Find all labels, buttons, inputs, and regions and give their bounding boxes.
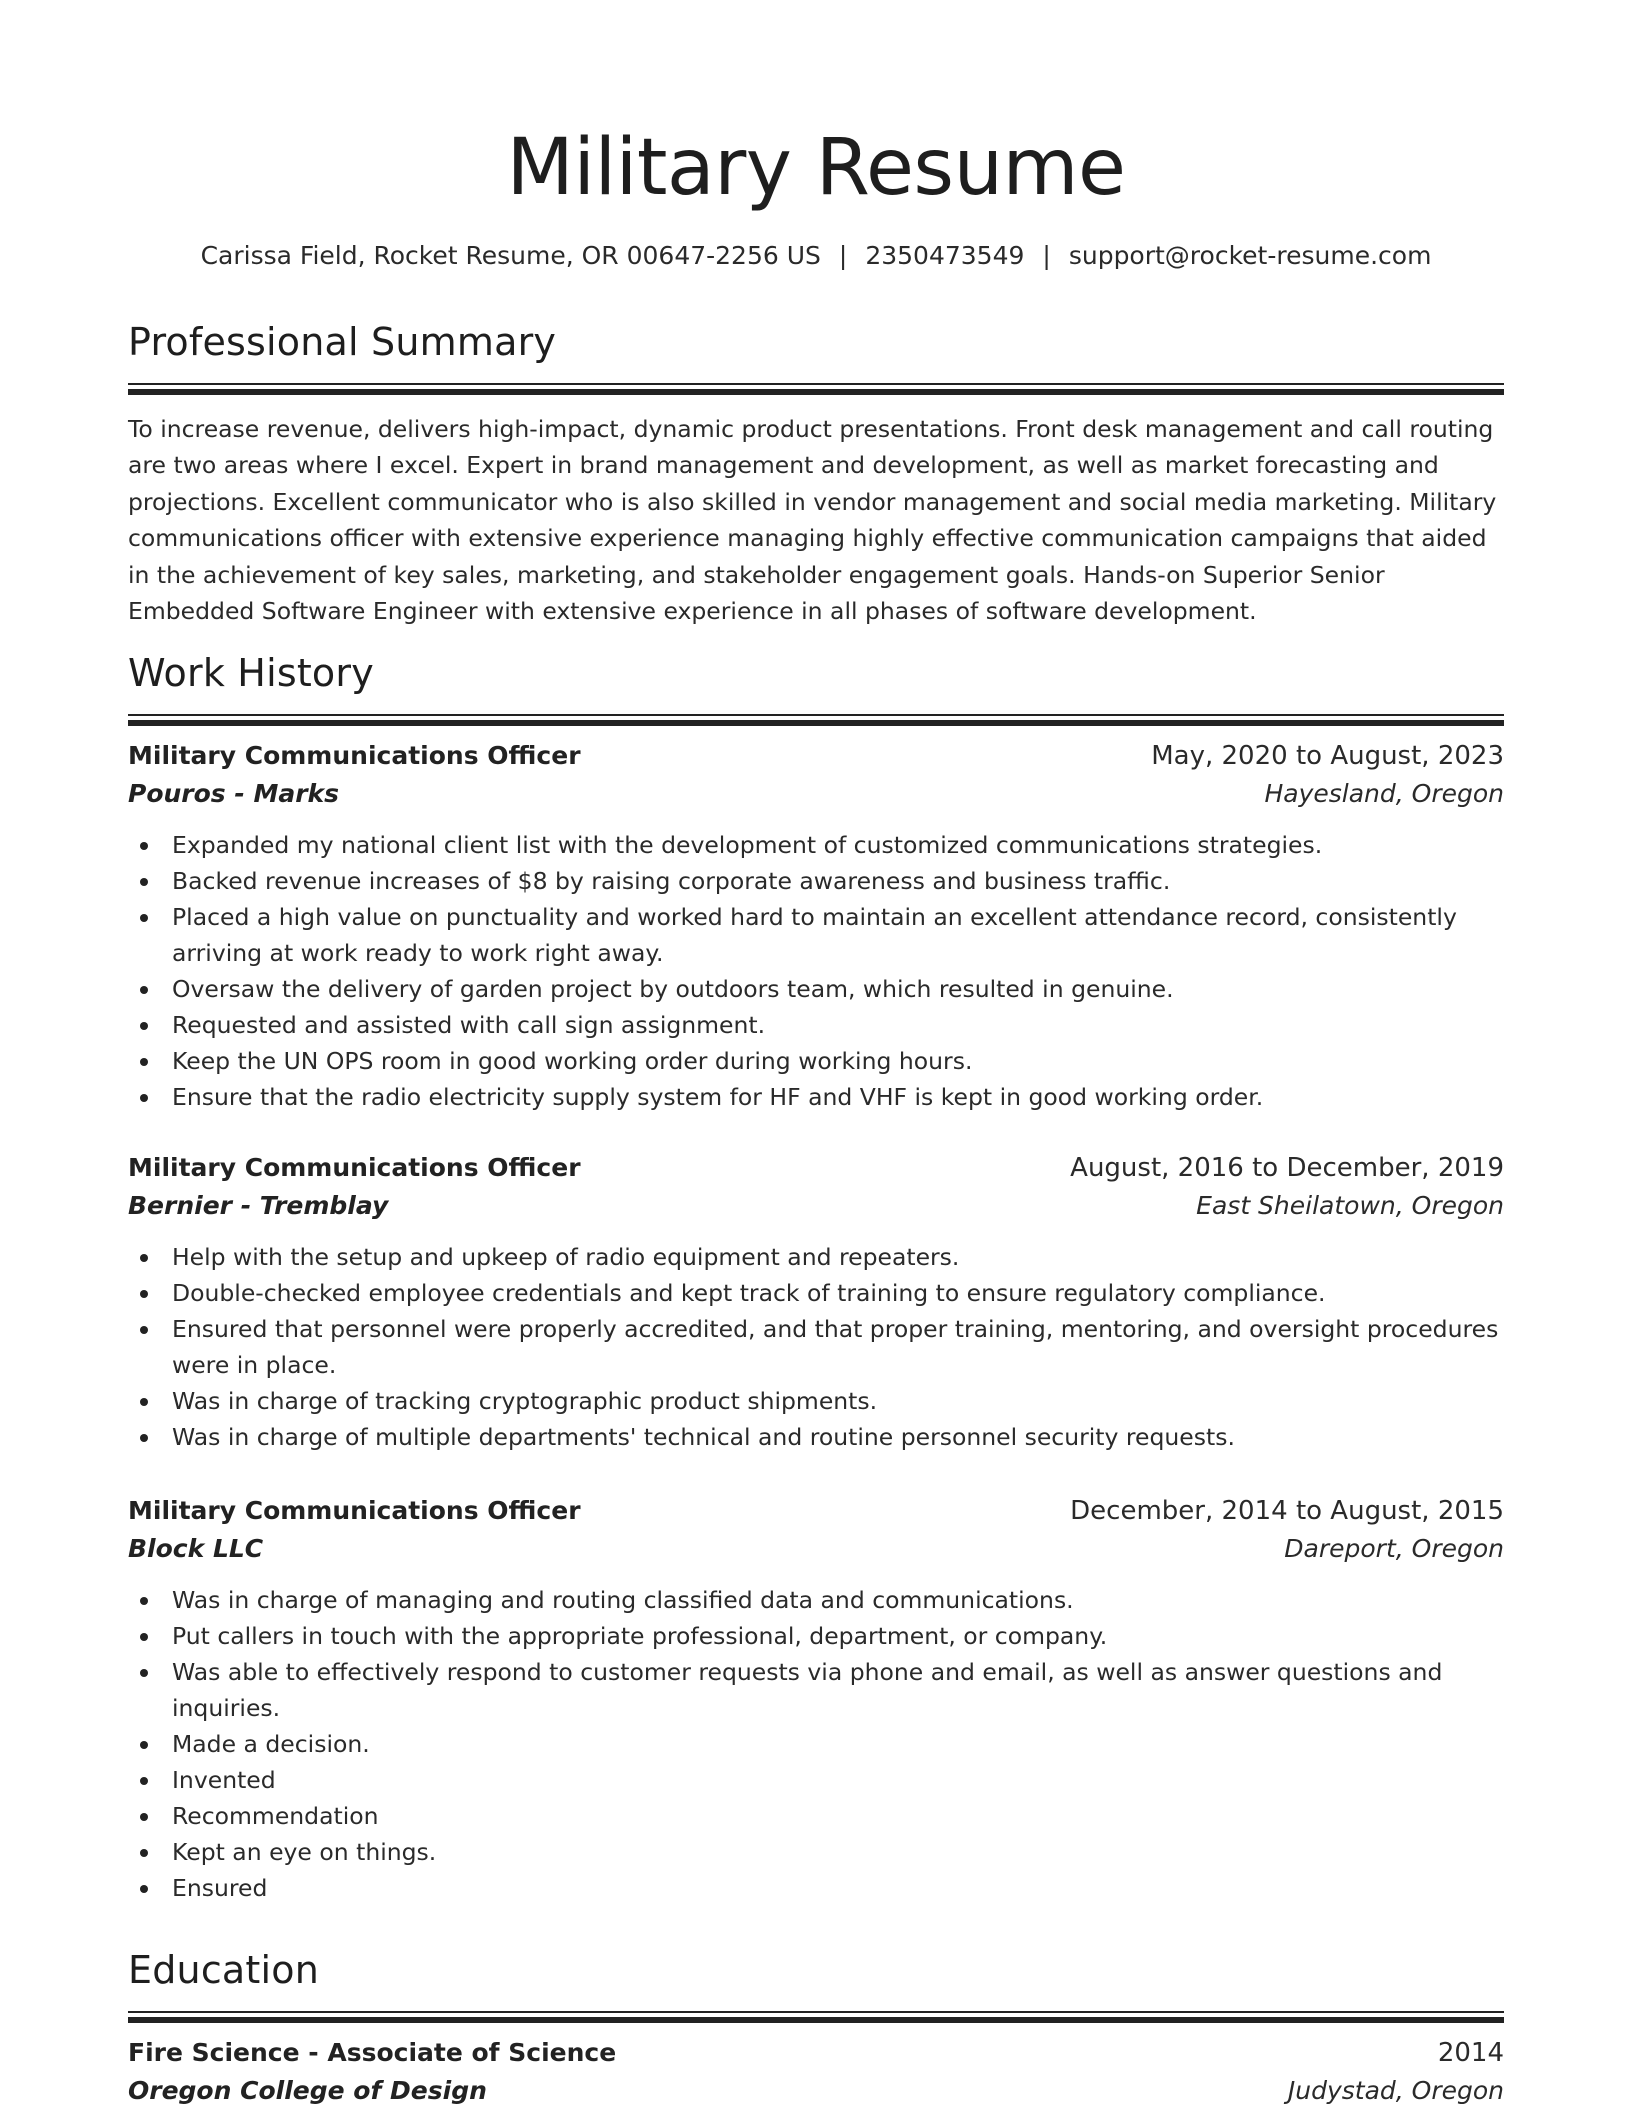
- education-entry: [128, 2034, 1504, 2110]
- job-title: Military Communications Officer: [128, 1496, 581, 1525]
- job-company: Pouros - Marks: [128, 779, 340, 808]
- job-company: Block LLC: [128, 1534, 264, 1563]
- list-item: Help with the setup and upkeep of radio equipment and repeaters.: [128, 1239, 1504, 1275]
- work-history-section: [128, 648, 1504, 726]
- section-divider: [128, 714, 1504, 726]
- contact-phone: 2350473549: [865, 241, 1025, 270]
- bullet-icon: [140, 1813, 148, 1821]
- bullet-icon: [140, 1741, 148, 1749]
- job-bullets: [128, 827, 1504, 1115]
- list-item: Was able to effectively respond to customer requests via phone and email, as well as answer questions and inquiries.: [128, 1654, 1504, 1726]
- bullet-icon: [140, 1885, 148, 1893]
- bullet-icon: [140, 1290, 148, 1298]
- bullet-icon: [140, 1398, 148, 1406]
- contact-line: [128, 236, 1504, 276]
- bullet-icon: [140, 1058, 148, 1066]
- job-company: Bernier - Tremblay: [128, 1191, 389, 1220]
- list-item: Was in charge of managing and routing classified data and communications.: [128, 1582, 1504, 1618]
- list-item: Was in charge of tracking cryptographic product shipments.: [128, 1383, 1504, 1419]
- job-entry: [128, 1492, 1504, 1906]
- education-school: Oregon College of Design: [128, 2076, 487, 2105]
- list-item: Keep the UN OPS room in good working order during working hours.: [128, 1043, 1504, 1079]
- list-item: Made a decision.: [128, 1726, 1504, 1762]
- bullet-icon: [140, 1849, 148, 1857]
- job-entry: [128, 1149, 1504, 1455]
- bullet-icon: [140, 1022, 148, 1030]
- job-dates: May, 2020 to August, 2023: [1151, 741, 1504, 771]
- job-dates: December, 2014 to August, 2015: [1070, 1496, 1504, 1526]
- job-title: Military Communications Officer: [128, 1153, 581, 1182]
- education-section: [128, 1945, 1504, 2023]
- job-location: Dareport, Oregon: [1284, 1534, 1504, 1563]
- contact-address: Carissa Field, Rocket Resume, OR 00647-2256 US: [200, 241, 821, 270]
- bullet-icon: [140, 914, 148, 922]
- job-title: Military Communications Officer: [128, 741, 581, 770]
- list-item: Placed a high value on punctuality and worked hard to maintain an excellent attendance record, consistently arriving at work ready to work right away.: [128, 899, 1504, 971]
- bullet-icon: [140, 878, 148, 886]
- bullet-icon: [140, 986, 148, 994]
- job-dates: August, 2016 to December, 2019: [1070, 1153, 1504, 1183]
- contact-separator: |: [838, 241, 848, 270]
- list-item: Put callers in touch with the appropriate professional, department, or company.: [128, 1618, 1504, 1654]
- bullet-icon: [140, 842, 148, 850]
- section-heading-work-history: Work History: [128, 651, 374, 695]
- list-item: Expanded my national client list with the development of customized communications strategies.: [128, 827, 1504, 863]
- contact-email: support@rocket-resume.com: [1068, 241, 1432, 270]
- list-item: Double-checked employee credentials and kept track of training to ensure regulatory compliance.: [128, 1275, 1504, 1311]
- list-item: Ensured that personnel were properly accredited, and that proper training, mentoring, and oversight procedures were in place.: [128, 1311, 1504, 1383]
- job-location: Hayesland, Oregon: [1264, 779, 1504, 808]
- list-item: Ensured: [128, 1870, 1504, 1906]
- list-item: Invented: [128, 1762, 1504, 1798]
- section-divider: [128, 383, 1504, 395]
- section-divider: [128, 2011, 1504, 2023]
- education-degree: Fire Science - Associate of Science: [128, 2038, 617, 2067]
- bullet-icon: [140, 1434, 148, 1442]
- contact-separator: |: [1042, 241, 1051, 270]
- bullet-icon: [140, 1094, 148, 1102]
- list-item: Ensure that the radio electricity supply system for HF and VHF is kept in good working order.: [128, 1079, 1504, 1115]
- job-bullets: [128, 1239, 1504, 1455]
- list-item: Requested and assisted with call sign assignment.: [128, 1007, 1504, 1043]
- education-location: Judystad, Oregon: [1287, 2076, 1504, 2105]
- bullet-icon: [140, 1777, 148, 1785]
- list-item: Recommendation: [128, 1798, 1504, 1834]
- list-item: Oversaw the delivery of garden project by outdoors team, which resulted in genuine.: [128, 971, 1504, 1007]
- education-year: 2014: [1437, 2038, 1504, 2068]
- bullet-icon: [140, 1669, 148, 1677]
- list-item: Backed revenue increases of $8 by raising corporate awareness and business traffic.: [128, 863, 1504, 899]
- section-heading-summary: Professional Summary: [128, 320, 557, 364]
- resume-title: Military Resume: [506, 123, 1126, 213]
- bullet-icon: [140, 1326, 148, 1334]
- summary-section: [128, 317, 1504, 629]
- section-heading-education: Education: [128, 1948, 319, 1992]
- job-location: East Sheilatown, Oregon: [1196, 1191, 1504, 1220]
- job-bullets: [128, 1582, 1504, 1906]
- job-entry: [128, 737, 1504, 1115]
- bullet-icon: [140, 1254, 148, 1262]
- list-item: Kept an eye on things.: [128, 1834, 1504, 1870]
- summary-text: To increase revenue, delivers high-impact, dynamic product presentations. Front desk management and call routing are two areas where I excel. Expert in brand management and development, as well as market forecasting and projections. Excellent communicator who is also skilled in vendor management and social media marketing. Military communications officer with extensive experience managing highly effective communication campaigns that aided in the achievement of key sales, marketing, and stakeholder engagement goals. Hands-on Superior Senior Embedded Software Engineer with extensive experience in all phases of software development.: [128, 415, 1497, 626]
- bullet-icon: [140, 1633, 148, 1641]
- list-item: Was in charge of multiple departments' technical and routine personnel security requests.: [128, 1419, 1504, 1455]
- bullet-icon: [140, 1597, 148, 1605]
